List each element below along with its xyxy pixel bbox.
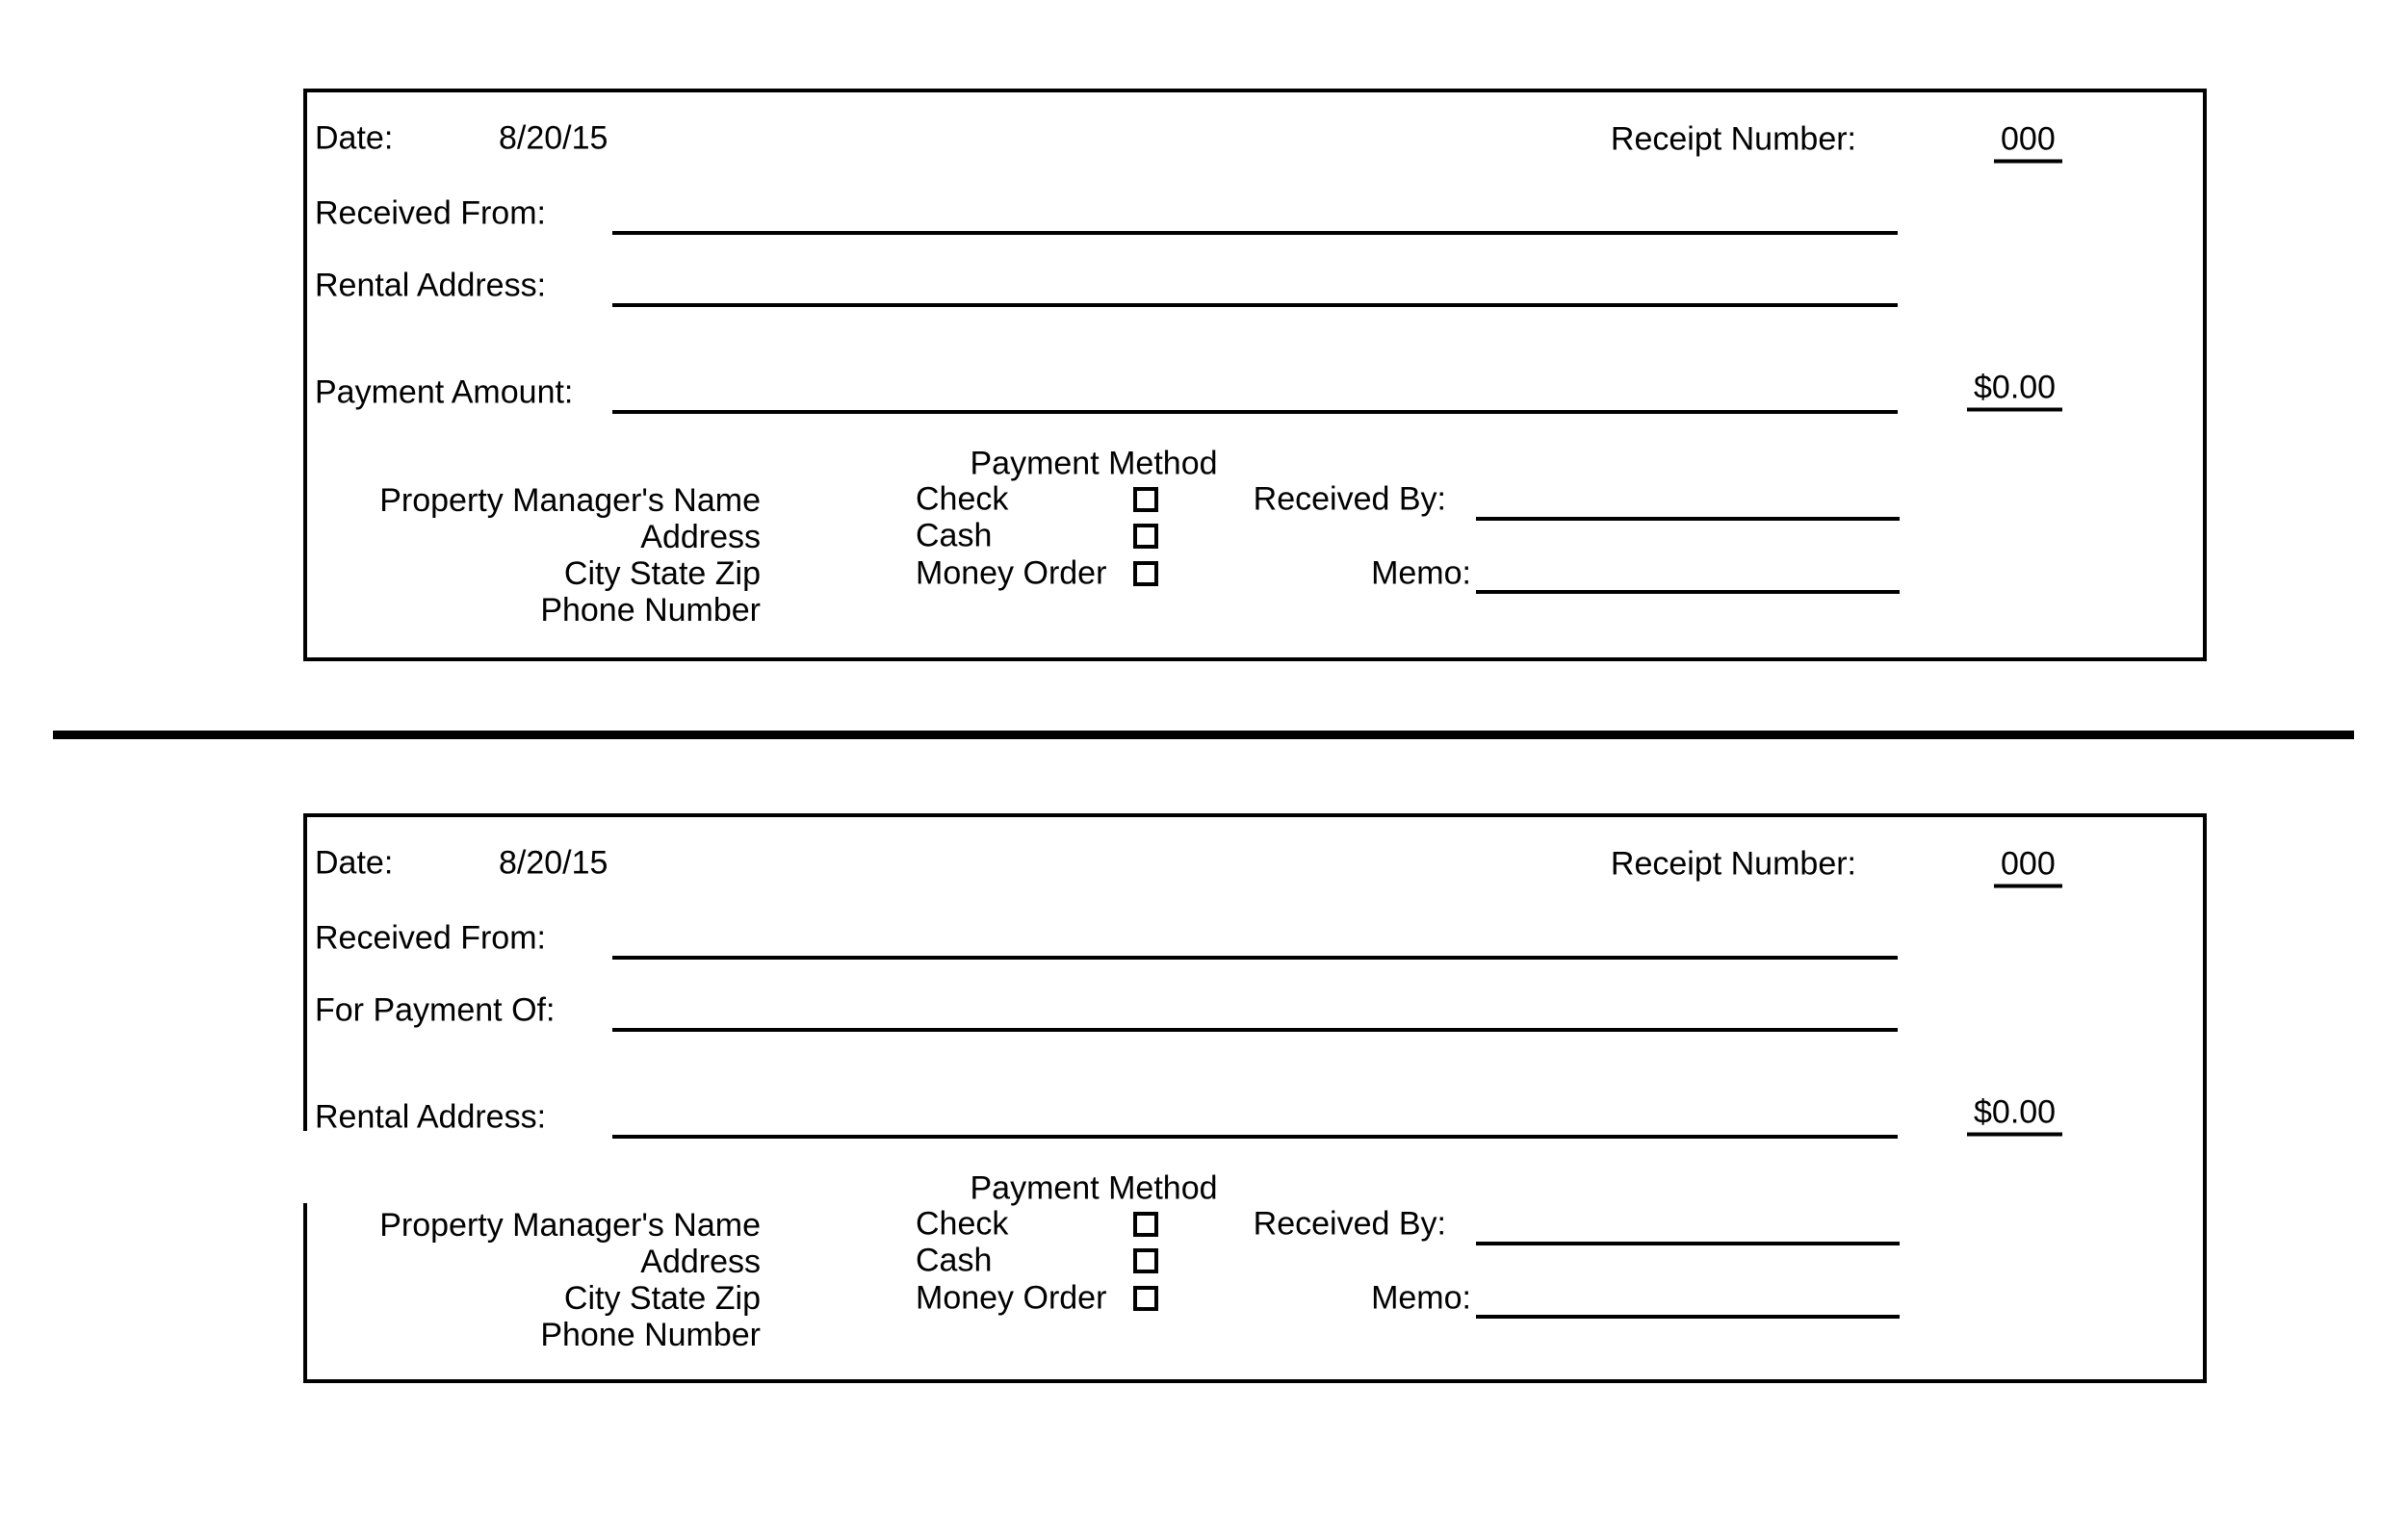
- receipt-border-left-lower: [303, 1203, 307, 1383]
- payment-amount-label: Payment Amount:: [315, 373, 574, 411]
- received-from-line[interactable]: [612, 231, 1898, 235]
- property-manager-address-line: Address: [640, 519, 761, 555]
- receipt-border-bottom: [303, 657, 2207, 661]
- cash-checkbox[interactable]: [1133, 1248, 1158, 1273]
- rent-receipt-top: [303, 89, 2207, 661]
- cash-checkbox[interactable]: [1133, 524, 1158, 549]
- date-value: 8/20/15: [499, 844, 608, 882]
- property-manager-block: [361, 1207, 761, 1353]
- check-checkbox[interactable]: [1133, 487, 1158, 512]
- memo-label: Memo:: [1371, 554, 1471, 592]
- property-manager-phone-line: Phone Number: [540, 592, 761, 629]
- payment-amount-value: $0.00: [1967, 1094, 2062, 1137]
- cash-option-label: Cash: [916, 1242, 993, 1279]
- rental-address-label: Rental Address:: [315, 1098, 547, 1136]
- received-from-label: Received From:: [315, 919, 546, 957]
- payment-amount-line[interactable]: [612, 410, 1898, 414]
- property-manager-city-line: City State Zip: [563, 555, 761, 592]
- rent-receipt-bottom: [303, 813, 2207, 1383]
- received-by-line[interactable]: [1476, 517, 1900, 521]
- receipt-border-left: [303, 89, 307, 661]
- received-from-line[interactable]: [612, 956, 1898, 960]
- for-payment-of-line[interactable]: [612, 1028, 1898, 1032]
- payment-amount-value: $0.00: [1967, 370, 2062, 412]
- receipt-border-top: [303, 89, 2207, 92]
- receipt-border-right: [2203, 89, 2207, 661]
- check-option-label: Check: [916, 1205, 1009, 1243]
- check-checkbox[interactable]: [1133, 1212, 1158, 1237]
- payment-method-title: Payment Method: [970, 1169, 1218, 1207]
- received-by-line[interactable]: [1476, 1242, 1900, 1245]
- receipt-number-label: Receipt Number:: [1610, 845, 1856, 883]
- memo-line[interactable]: [1476, 590, 1900, 594]
- property-manager-block: [361, 482, 761, 629]
- receipt-border-bottom: [303, 1379, 2207, 1383]
- receipt-border-top: [303, 813, 2207, 817]
- cash-option-label: Cash: [916, 517, 993, 554]
- property-manager-address-line: Address: [640, 1244, 761, 1280]
- receipt-number-value: 000: [1994, 121, 2062, 164]
- memo-line[interactable]: [1476, 1315, 1900, 1319]
- property-manager-phone-line: Phone Number: [540, 1317, 761, 1353]
- rental-address-line[interactable]: [612, 1135, 1898, 1139]
- received-by-label: Received By:: [1253, 1205, 1446, 1243]
- property-manager-name-line: Property Manager's Name: [379, 482, 761, 519]
- receipt-border-right: [2203, 813, 2207, 1383]
- receipt-border-left-upper: [303, 813, 307, 1131]
- property-manager-city-line: City State Zip: [563, 1280, 761, 1317]
- money-order-checkbox[interactable]: [1133, 1286, 1158, 1311]
- date-label: Date:: [315, 119, 394, 157]
- cut-divider-line: [53, 731, 2354, 739]
- date-label: Date:: [315, 844, 394, 882]
- receipt-number-value: 000: [1994, 846, 2062, 888]
- date-value: 8/20/15: [499, 119, 608, 157]
- received-by-label: Received By:: [1253, 480, 1446, 518]
- money-order-option-label: Money Order: [916, 1279, 1107, 1317]
- for-payment-of-label: For Payment Of:: [315, 991, 556, 1029]
- property-manager-name-line: Property Manager's Name: [379, 1207, 761, 1244]
- rental-address-line[interactable]: [612, 303, 1898, 307]
- received-from-label: Received From:: [315, 194, 546, 232]
- rental-address-label: Rental Address:: [315, 267, 547, 304]
- check-option-label: Check: [916, 480, 1009, 518]
- money-order-checkbox[interactable]: [1133, 561, 1158, 586]
- payment-method-title: Payment Method: [970, 445, 1218, 482]
- money-order-option-label: Money Order: [916, 554, 1107, 592]
- memo-label: Memo:: [1371, 1279, 1471, 1317]
- receipt-number-label: Receipt Number:: [1610, 120, 1856, 158]
